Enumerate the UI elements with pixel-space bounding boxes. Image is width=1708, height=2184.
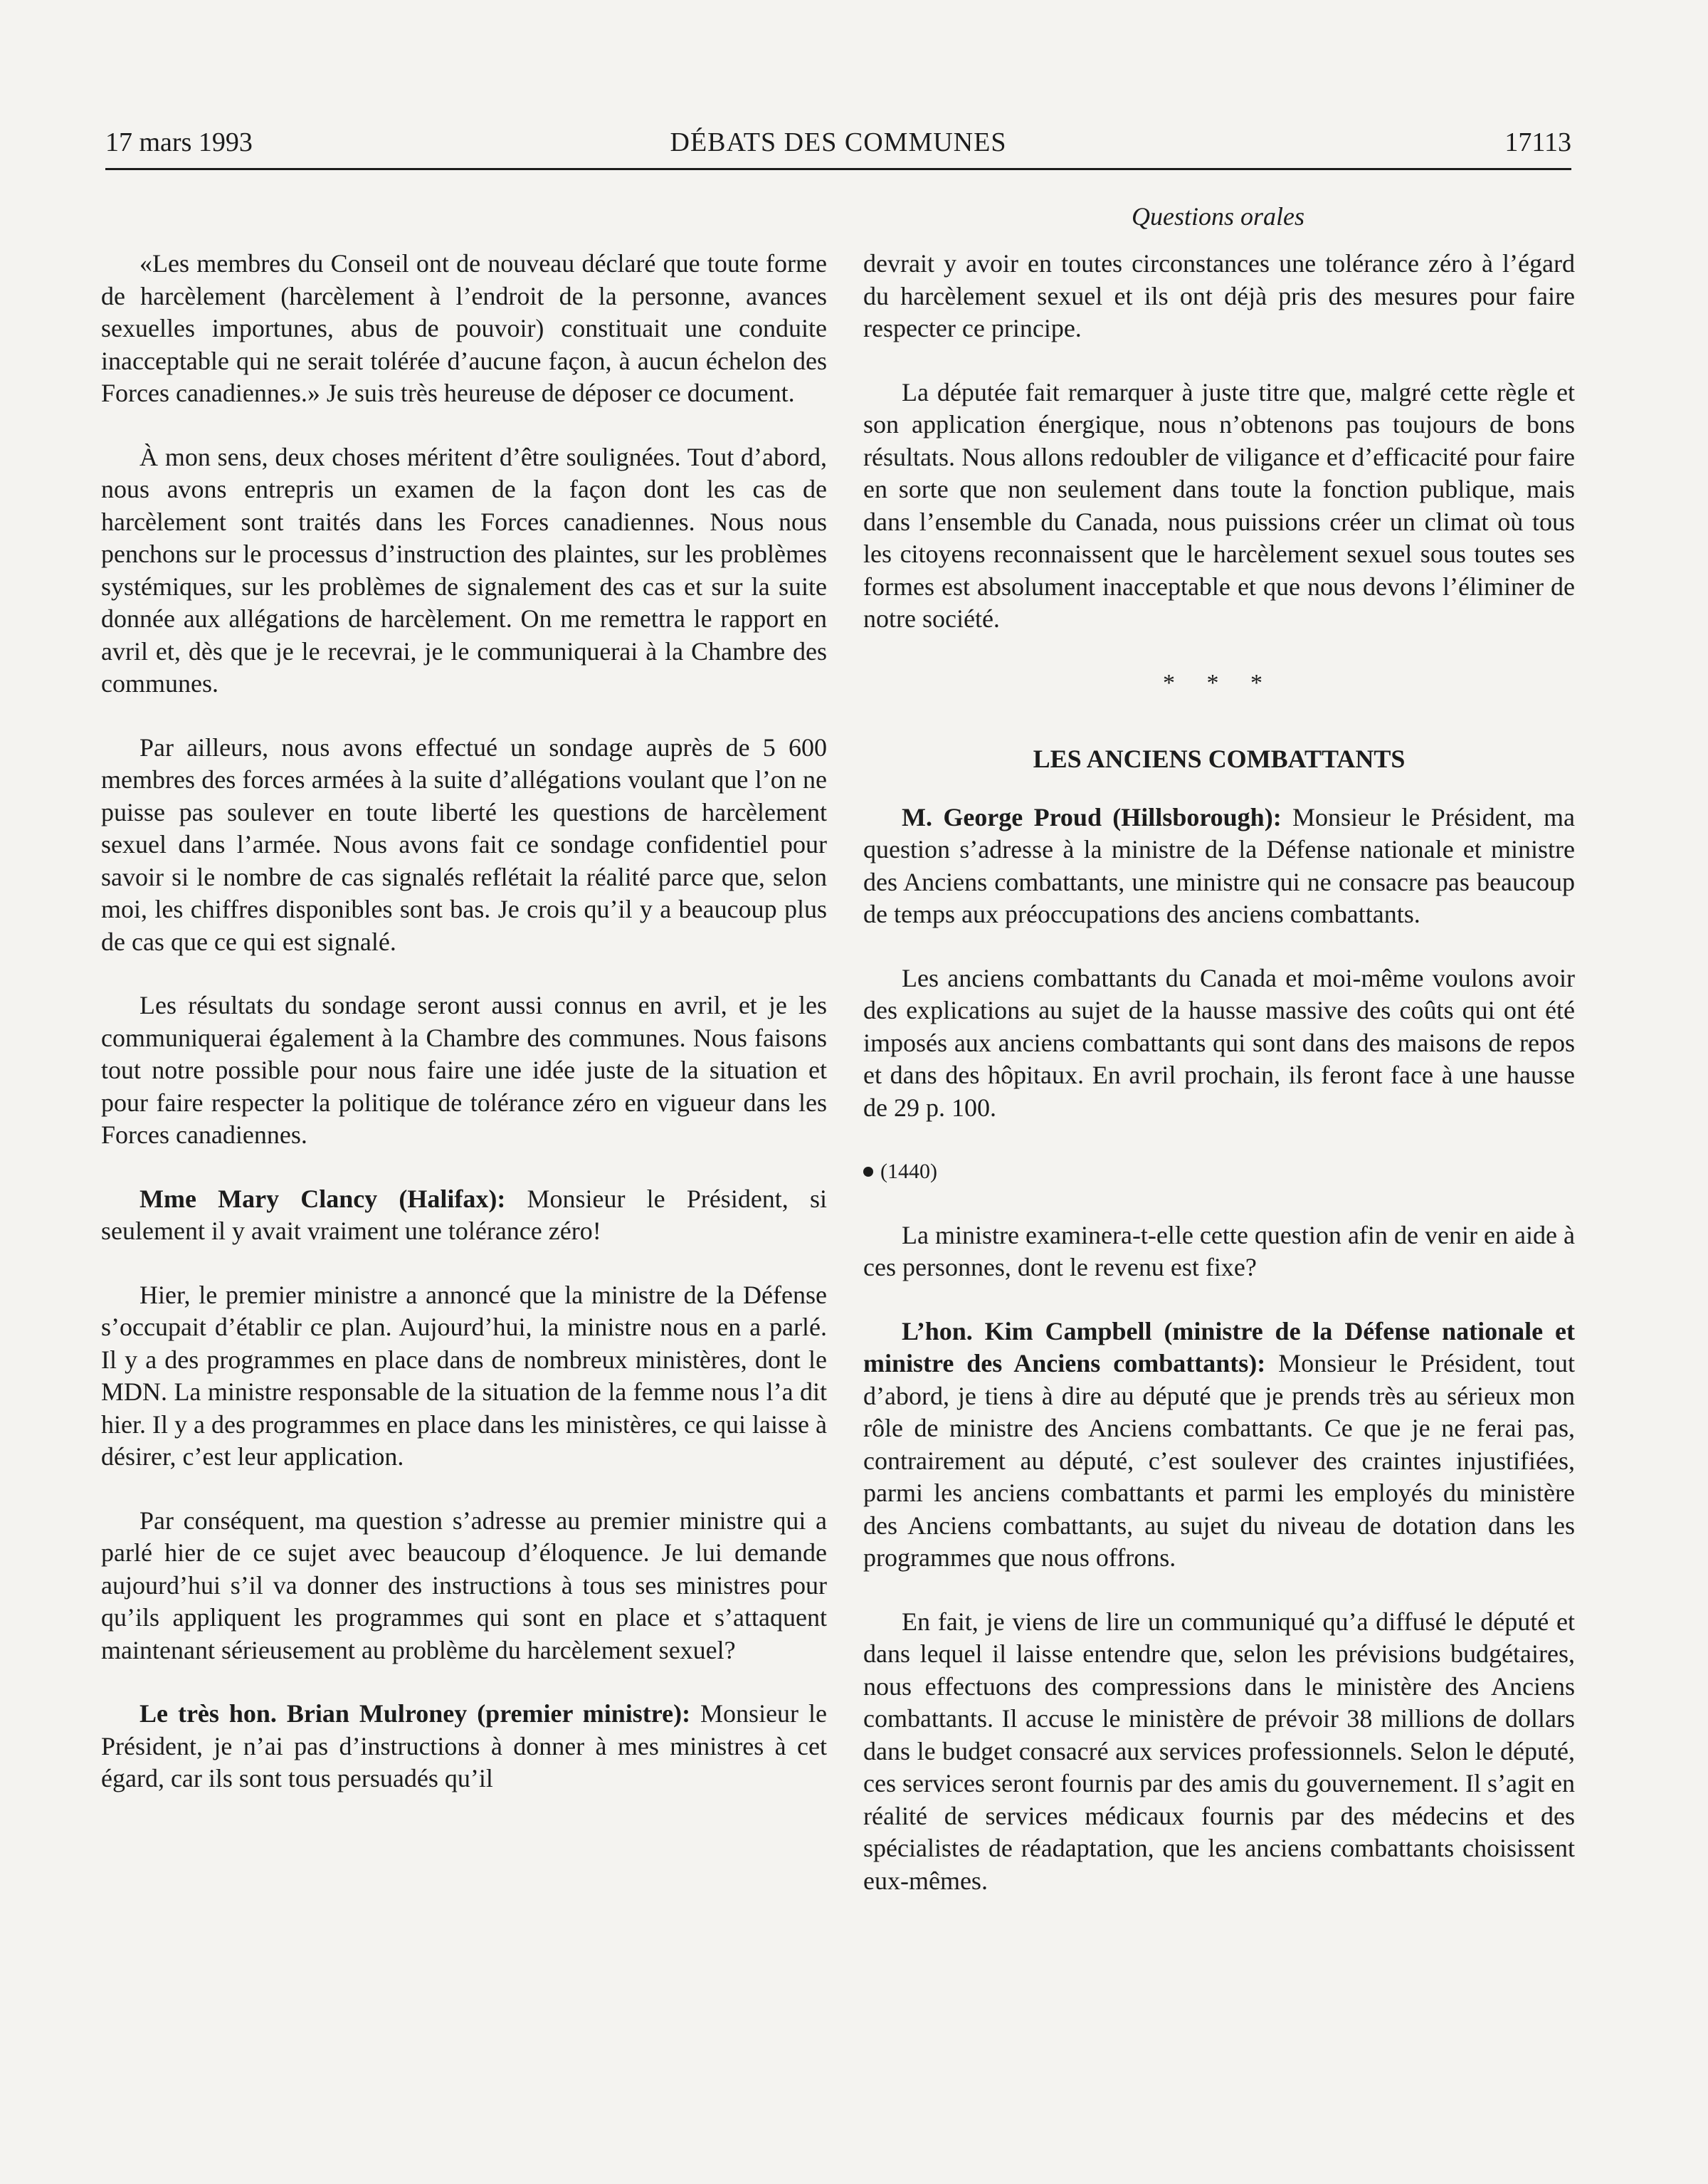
left-column <box>101 248 827 1827</box>
section-separator: * * * <box>1163 669 1275 696</box>
paragraph: Par ailleurs, nous avons effectué un sondage auprès de 5 600 membres des forces armées à la suite d’allégations voulant que l’on ne puisse pas soulever en toute liberté les questions de harcèlement sexuel dans l’armée. Nous avons fait ce sondage confidentiel pour savoir si le nombre de cas signalés reflétait la réalité parce que, selon moi, les chiffres disponibles sont bas. Je crois qu’il y a beaucoup plus de cas que ce qui est signalé. <box>101 733 827 956</box>
speaker-paragraph <box>101 1698 827 1795</box>
speaker-paragraph <box>101 1183 827 1248</box>
paragraph: «Les membres du Conseil ont de nouveau déclaré que toute forme de harcèlement (harcèlement à l’endroit de la personne, avances sexuelles importunes, abus de pouvoir) constituait une conduite inacceptable qui ne serait tolérée d’aucune façon, à aucun échelon des Forces canadiennes.» Je suis très heureuse de déposer ce document. <box>101 249 827 407</box>
paragraph: Hier, le premier ministre a annoncé que la ministre de la Défense s’occupait d’établir ce plan. Aujourd’hui, la ministre nous en a parlé. Il y a des programmes en place dans de nombreux ministères, dont le MDN. La ministre responsable de la situation de la femme nous l’a dit hier. Il y a des programmes en place dans les ministères, ce qui laisse à désirer, c’est leur application. <box>101 1280 827 1471</box>
speaker-name: M. George Proud (Hillsborough): <box>902 802 1282 831</box>
header-rule <box>105 168 1571 170</box>
section-heading: LES ANCIENS COMBATTANTS <box>1033 745 1406 773</box>
paragraph: À mon sens, deux choses méritent d’être soulignées. Tout d’abord, nous avons entrepris un examen de la façon dont les cas de harcèlement sont traités dans les Forces canadiennes. Nous nous penchons sur le processus d’instruction des plaintes, sur les problèmes systémiques, sur les problèmes de signalement des cas et sur la suite donnée aux allégations de harcèlement. On me remettra le rapport en avril et, dès que je le recevrai, je le communiquerai à la Chambre des communes. <box>101 442 827 698</box>
paragraph: devrait y avoir en toutes circonstances une tolérance zéro à l’égard du harcèlement sexuel et ils ont déjà pris des mesures pour faire respecter ce principe. <box>863 249 1575 342</box>
paragraph: La députée fait remarquer à juste titre que, malgré cette règle et son application énergique, nous n’obtenons pas toujours de bons résultats. Nous allons redoubler de viligance et d’efficacité pour faire en sorte que non seulement dans toute la fonction publique, mais dans l’ensemble du Canada, nous puissions créer un climat où tous les citoyens reconnaissent que le harcèlement sexuel sous toutes ses formes est absolument inacceptable et que nous devons l’éliminer de notre société. <box>863 377 1575 633</box>
speech-text: Monsieur le Président, je n’ai pas d’instructions à donner à mes ministres à cet égard, car ils sont tous persuadés qu’il <box>101 1699 827 1792</box>
bullet-icon <box>863 1167 873 1177</box>
speech-text: Monsieur le Président, si seulement il y avait vraiment une tolérance zéro! <box>101 1184 827 1245</box>
header-date: 17 mars 1993 <box>105 127 253 157</box>
speaker-name: Mme Mary Clancy (Halifax): <box>139 1184 506 1213</box>
right-column <box>863 248 1575 1928</box>
paragraph: Les résultats du sondage seront aussi connus en avril, et je les communiquerai également à la Chambre des communes. Nous faisons tout notre possible pour nous faire une idée juste de la situation et pour faire respecter la politique de tolérance zéro en vigueur dans les Forces canadiennes. <box>101 991 827 1149</box>
speaker-name: Le très hon. Brian Mulroney (premier ministre): <box>139 1699 691 1728</box>
page-header <box>105 121 1571 164</box>
paragraph: Les anciens combattants du Canada et moi-même voulons avoir des explications au sujet de la hausse massive des coûts qui ont été imposés aux anciens combattants qui sont dans des maisons de repos et dans des hôpitaux. En avril prochain, ils feront face à une hausse de 29 p. 100. <box>863 963 1575 1122</box>
timestamp <box>863 1155 1575 1188</box>
header-page-number: 17113 <box>1504 127 1571 157</box>
speech-text: Monsieur le Président, ma question s’adresse à la ministre de la Défense nationale et ministre des Anciens combattants, une ministre qui ne consacre pas beaucoup de temps aux préoccupations des anciens combattants. <box>863 802 1575 928</box>
speech-text: Monsieur le Président, tout d’abord, je tiens à dire au député que je prends très au sérieux mon rôle de ministre des Anciens combattants. Ce que je ne ferai pas, contrairement au député, c’est soulever des craintes injustifiées, parmi les anciens combattants et parmi les employés du ministère des Anciens combattants, au sujet du niveau de dotation dans les programmes que nous offrons. <box>863 1349 1576 1572</box>
header-title: DÉBATS DES COMMUNES <box>670 127 1007 157</box>
timestamp-text: (1440) <box>880 1160 937 1183</box>
speaker-paragraph <box>863 1316 1575 1575</box>
speaker-paragraph <box>863 802 1575 931</box>
running-head: Questions orales <box>1132 202 1304 231</box>
speaker-name: L’hon. Kim Campbell (ministre de la Défense nationale et ministre des Anciens combattants): <box>863 1316 1575 1377</box>
paragraph: Par conséquent, ma question s’adresse au premier ministre qui a parlé hier de ce sujet avec beaucoup d’éloquence. Je lui demande aujourd’hui s’il va donner des instructions à tous ses ministres pour qu’ils appliquent les programmes qui sont en place et s’attaquent maintenant sérieusement au problème du harcèlement sexuel? <box>101 1506 827 1664</box>
paragraph: En fait, je viens de lire un communiqué qu’a diffusé le député et dans lequel il laisse entendre que, selon les prévisions budgétaires, nous effectuons des compressions dans le ministère des Anciens combattants. Il accuse le ministère de prévoir 38 millions de dollars dans le budget consacré aux services professionnels. Selon le député, ces services seront fournis par des amis du gouvernement. Il s’agit en réalité de services médicaux fournis par des médecins et des spécialistes de réadaptation, que les anciens combattants choisissent eux-mêmes. <box>863 1607 1575 1895</box>
paragraph: La ministre examinera-t-elle cette question afin de venir en aide à ces personnes, dont le revenu est fixe? <box>863 1220 1575 1281</box>
